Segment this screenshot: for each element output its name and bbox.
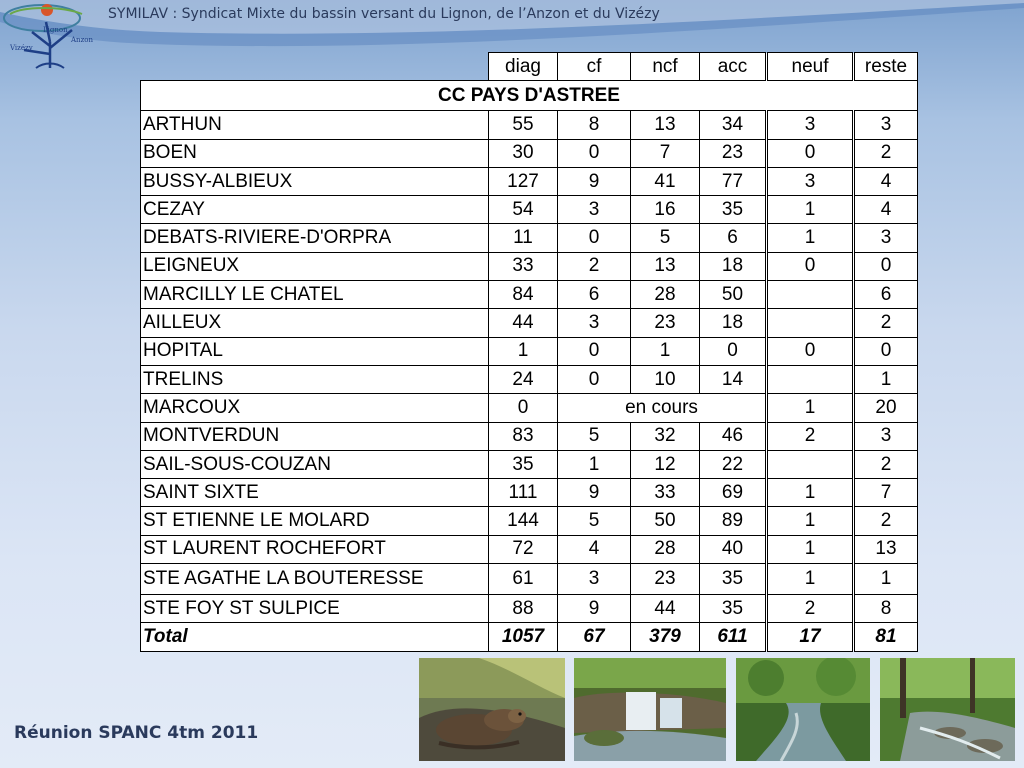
col-header-diag: diag xyxy=(489,53,558,81)
cell-neuf: 2 xyxy=(767,422,854,450)
cell-neuf: 3 xyxy=(767,111,854,139)
cell-neuf: 3 xyxy=(767,167,854,195)
cell-reste: 7 xyxy=(854,479,918,507)
cell-acc: 18 xyxy=(700,252,767,280)
cell-reste: 0 xyxy=(854,337,918,365)
cell-cf: 9 xyxy=(558,167,631,195)
group-row xyxy=(141,81,918,111)
table-row xyxy=(141,535,918,563)
cell-neuf: 1 xyxy=(767,394,854,422)
commune-name: TRELINS xyxy=(141,365,489,393)
cell-reste: 4 xyxy=(854,196,918,224)
commune-name: STE FOY ST SULPICE xyxy=(141,595,489,623)
cell-acc: 35 xyxy=(700,595,767,623)
commune-name: MONTVERDUN xyxy=(141,422,489,450)
table-row xyxy=(141,224,918,252)
table-row xyxy=(141,252,918,280)
commune-name: LEIGNEUX xyxy=(141,252,489,280)
cell-neuf: 1 xyxy=(767,535,854,563)
total-reste: 81 xyxy=(854,623,918,651)
commune-name: STE AGATHE LA BOUTERESSE xyxy=(141,564,489,595)
cell-cf: 4 xyxy=(558,535,631,563)
cell-acc: 22 xyxy=(700,450,767,478)
commune-name: DEBATS-RIVIERE-D'ORPRA xyxy=(141,224,489,252)
commune-name: MARCOUX xyxy=(141,394,489,422)
cell-reste: 6 xyxy=(854,281,918,309)
cell-diag: 127 xyxy=(489,167,558,195)
cell-ncf: 12 xyxy=(631,450,700,478)
table-row xyxy=(141,139,918,167)
cell-cf: 0 xyxy=(558,224,631,252)
footer-caption: Réunion SPANC 4tm 2011 xyxy=(14,723,259,743)
total-neuf: 17 xyxy=(767,623,854,651)
cell-ncf: 7 xyxy=(631,139,700,167)
cell-acc: 77 xyxy=(700,167,767,195)
commune-name: ST LAURENT ROCHEFORT xyxy=(141,535,489,563)
col-header-neuf: neuf xyxy=(767,53,854,81)
commune-name: BUSSY-ALBIEUX xyxy=(141,167,489,195)
cell-reste: 2 xyxy=(854,309,918,337)
table-row xyxy=(141,167,918,195)
commune-name: MARCILLY LE CHATEL xyxy=(141,281,489,309)
cell-acc: 35 xyxy=(700,196,767,224)
cell-neuf: 1 xyxy=(767,479,854,507)
cell-neuf: 2 xyxy=(767,595,854,623)
table-row xyxy=(141,507,918,535)
table-row xyxy=(141,394,918,422)
table-row xyxy=(141,111,918,139)
cell-cf: 5 xyxy=(558,507,631,535)
table-row xyxy=(141,309,918,337)
cell-cf: 8 xyxy=(558,111,631,139)
total-label: Total xyxy=(141,623,489,651)
commune-name: ARTHUN xyxy=(141,111,489,139)
cell-cf: 9 xyxy=(558,595,631,623)
cell-neuf xyxy=(767,365,854,393)
cell-reste: 3 xyxy=(854,224,918,252)
table-row xyxy=(141,595,918,623)
cell-ncf: 33 xyxy=(631,479,700,507)
cell-cf: 9 xyxy=(558,479,631,507)
col-header-reste: reste xyxy=(854,53,918,81)
cell-cf: 0 xyxy=(558,337,631,365)
cell-neuf: 1 xyxy=(767,564,854,595)
cell-reste: 3 xyxy=(854,111,918,139)
cell-acc: 40 xyxy=(700,535,767,563)
cell-neuf: 0 xyxy=(767,139,854,167)
cell-neuf xyxy=(767,450,854,478)
commune-name: AILLEUX xyxy=(141,309,489,337)
header-blank-cell xyxy=(141,53,489,81)
logo-label-anzon: Anzon xyxy=(71,36,93,44)
cell-neuf: 0 xyxy=(767,337,854,365)
cell-reste: 13 xyxy=(854,535,918,563)
cell-diag: 84 xyxy=(489,281,558,309)
cell-acc: 6 xyxy=(700,224,767,252)
table-row xyxy=(141,365,918,393)
cell-diag: 83 xyxy=(489,422,558,450)
cell-ncf: 50 xyxy=(631,507,700,535)
cell-ncf: 28 xyxy=(631,281,700,309)
cell-reste: 0 xyxy=(854,252,918,280)
cell-diag: 1 xyxy=(489,337,558,365)
cell-diag: 54 xyxy=(489,196,558,224)
cell-reste: 4 xyxy=(854,167,918,195)
cell-diag: 61 xyxy=(489,564,558,595)
stream-photo xyxy=(880,658,1015,761)
cell-diag: 30 xyxy=(489,139,558,167)
commune-name: BOEN xyxy=(141,139,489,167)
cell-ncf: 13 xyxy=(631,111,700,139)
table-row xyxy=(141,196,918,224)
otter-photo xyxy=(419,658,565,761)
cell-ncf: 44 xyxy=(631,595,700,623)
group-name: CC PAYS D'ASTREE xyxy=(141,81,918,111)
cell-neuf xyxy=(767,309,854,337)
cell-reste: 20 xyxy=(854,394,918,422)
total-row xyxy=(141,623,918,651)
cell-ncf: 32 xyxy=(631,422,700,450)
cell-diag: 55 xyxy=(489,111,558,139)
cell-acc: 18 xyxy=(700,309,767,337)
cell-acc: 23 xyxy=(700,139,767,167)
cell-ncf: 41 xyxy=(631,167,700,195)
cell-ncf: 13 xyxy=(631,252,700,280)
logo-label-lignon: Lignon xyxy=(43,26,68,34)
cell-ncf: 23 xyxy=(631,564,700,595)
cell-reste: 8 xyxy=(854,595,918,623)
cell-diag: 24 xyxy=(489,365,558,393)
symilav-logo xyxy=(2,2,100,76)
cell-reste: 2 xyxy=(854,450,918,478)
cell-ncf: 28 xyxy=(631,535,700,563)
cell-reste: 3 xyxy=(854,422,918,450)
cell-cf: 5 xyxy=(558,422,631,450)
col-header-acc: acc xyxy=(700,53,767,81)
table-row xyxy=(141,479,918,507)
table-header-row xyxy=(141,53,918,81)
cell-diag: 35 xyxy=(489,450,558,478)
cell-neuf: 0 xyxy=(767,252,854,280)
table-row xyxy=(141,422,918,450)
cell-diag: 111 xyxy=(489,479,558,507)
cell-status: en cours xyxy=(558,394,767,422)
cell-diag: 144 xyxy=(489,507,558,535)
cell-reste: 1 xyxy=(854,365,918,393)
cell-ncf: 16 xyxy=(631,196,700,224)
page-title: SYMILAV : Syndicat Mixte du bassin versant du Lignon, de l’Anzon et du Vizézy xyxy=(108,6,660,22)
cell-cf: 3 xyxy=(558,196,631,224)
cell-cf: 1 xyxy=(558,450,631,478)
cell-ncf: 23 xyxy=(631,309,700,337)
cell-cf: 0 xyxy=(558,365,631,393)
cell-cf: 0 xyxy=(558,139,631,167)
cell-diag: 44 xyxy=(489,309,558,337)
spanc-table xyxy=(140,52,918,652)
cell-cf: 6 xyxy=(558,281,631,309)
cell-diag: 72 xyxy=(489,535,558,563)
cell-reste: 2 xyxy=(854,139,918,167)
cell-acc: 35 xyxy=(700,564,767,595)
cell-acc: 14 xyxy=(700,365,767,393)
cell-reste: 1 xyxy=(854,564,918,595)
cell-acc: 46 xyxy=(700,422,767,450)
cell-cf: 2 xyxy=(558,252,631,280)
col-header-cf: cf xyxy=(558,53,631,81)
table-row xyxy=(141,281,918,309)
waterfall-photo xyxy=(574,658,726,761)
cell-neuf xyxy=(767,281,854,309)
cell-acc: 34 xyxy=(700,111,767,139)
cell-acc: 89 xyxy=(700,507,767,535)
commune-name: CEZAY xyxy=(141,196,489,224)
table-row xyxy=(141,450,918,478)
commune-name: SAIL-SOUS-COUZAN xyxy=(141,450,489,478)
cell-acc: 69 xyxy=(700,479,767,507)
cell-ncf: 10 xyxy=(631,365,700,393)
total-ncf: 379 xyxy=(631,623,700,651)
total-diag: 1057 xyxy=(489,623,558,651)
logo-label-vizezy: Vizézy xyxy=(10,44,33,52)
cell-diag: 11 xyxy=(489,224,558,252)
cell-neuf: 1 xyxy=(767,196,854,224)
cell-diag: 33 xyxy=(489,252,558,280)
cell-acc: 50 xyxy=(700,281,767,309)
cell-diag: 88 xyxy=(489,595,558,623)
cell-cf: 3 xyxy=(558,564,631,595)
total-cf: 67 xyxy=(558,623,631,651)
cell-diag: 0 xyxy=(489,394,558,422)
cell-ncf: 5 xyxy=(631,224,700,252)
col-header-ncf: ncf xyxy=(631,53,700,81)
cell-ncf: 1 xyxy=(631,337,700,365)
commune-name: ST ETIENNE LE MOLARD xyxy=(141,507,489,535)
commune-name: HOPITAL xyxy=(141,337,489,365)
river-photo xyxy=(736,658,870,761)
cell-acc: 0 xyxy=(700,337,767,365)
table-row xyxy=(141,337,918,365)
cell-neuf: 1 xyxy=(767,224,854,252)
total-acc: 611 xyxy=(700,623,767,651)
table-row xyxy=(141,564,918,595)
commune-name: SAINT SIXTE xyxy=(141,479,489,507)
cell-reste: 2 xyxy=(854,507,918,535)
cell-cf: 3 xyxy=(558,309,631,337)
cell-neuf: 1 xyxy=(767,507,854,535)
